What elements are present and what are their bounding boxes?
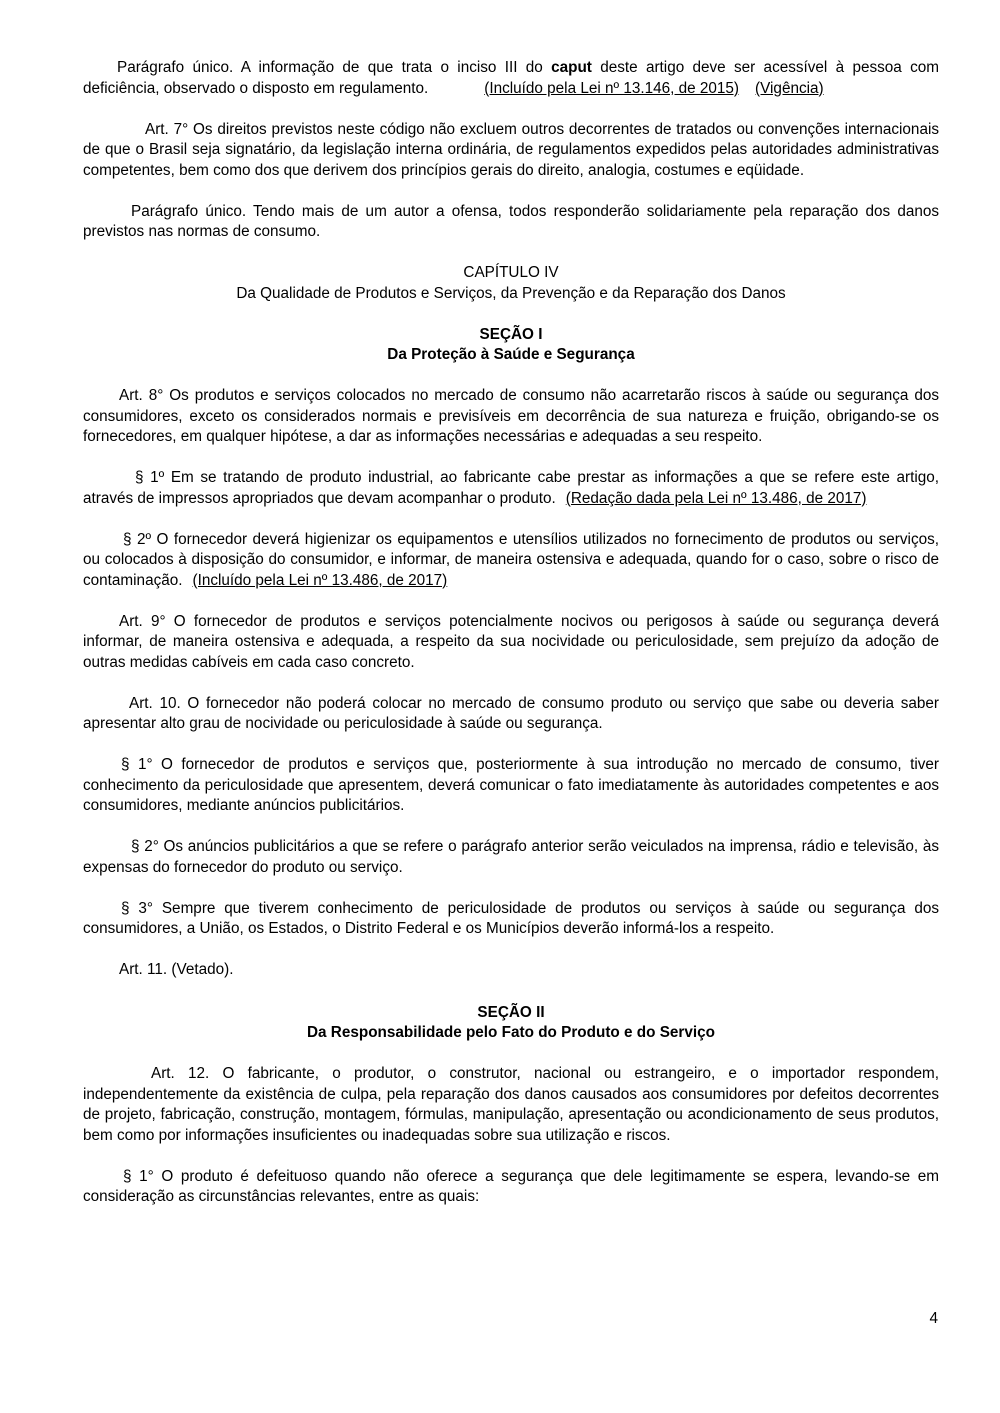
paragraph-text: § 1º Em se tratando de produto industrial, ao fabricante cabe prestar as informações a que se refere este artigo, através de impressos apropriados que devam acompanhar o produto. bbox=[83, 469, 939, 507]
article-12: Art. 12. O fabricante, o produtor, o construtor, nacional ou estrangeiro, e o importador respondem, independentemente da existência de culpa, pela reparação dos danos causados aos consumidores por defeitos decorrentes de projeto, fabricação, construção, montagem, fórmulas, manipulação, apresentação ou acondicionamento de seus produtos, bem como por informações insuficientes ou inadequadas sobre sua utilização e riscos. bbox=[83, 1065, 939, 1144]
article-8-paragraph-2 bbox=[83, 530, 939, 592]
paragraph-text: deste artigo deve ser acessível à pessoa com deficiência, observado o disposto em regulamento. bbox=[83, 59, 939, 97]
article-11: Art. 11. (Vetado). bbox=[119, 961, 234, 978]
page-number: 4 bbox=[929, 1310, 938, 1327]
chapter-subtitle: Da Qualidade de Produtos e Serviços, da Prevenção e da Reparação dos Danos bbox=[236, 284, 786, 302]
article-9: Art. 9° O fornecedor de produtos e serviços potencialmente nocivos ou perigosos à saúde ou segurança deverá informar, de maneira ostensiva e adequada, a respeito da sua nocividade ou periculosidade, sem prejuízo da adoção de outras medidas cabíveis em cada caso concreto. bbox=[83, 612, 939, 671]
caput-term: caput bbox=[551, 59, 592, 76]
vigencia-link[interactable]: (Vigência) bbox=[755, 79, 824, 97]
article-10: Art. 10. O fornecedor não poderá colocar no mercado de consumo produto ou serviço que sabe ou deveria saber apresentar alto grau de nocividade ou periculosidade à saúde ou segurança. bbox=[83, 694, 939, 732]
article-12-paragraph-1: § 1° O produto é defeituoso quando não oferece a segurança que dele legitimamente se espera, levando-se em consideração as circunstâncias relevantes, entre as quais: bbox=[83, 1167, 939, 1205]
law-reference-link[interactable]: (Incluído pela Lei nº 13.486, de 2017) bbox=[192, 571, 448, 589]
paragraph-unico-art7: Parágrafo único. Tendo mais de um autor a ofensa, todos responderão solidariamente pela reparação dos danos previstos nas normas de consumo. bbox=[83, 202, 939, 240]
article-7: Art. 7° Os direitos previstos neste código não excluem outros decorrentes de tratados ou convenções internacionais de que o Brasil seja signatário, da legislação interna ordinária, de regulamentos expedidos pelas autoridades administrativas competentes, bem como dos que derivem dos princípios gerais do direito, analogia, costumes e eqüidade. bbox=[83, 120, 939, 179]
article-10-paragraph-3: § 3° Sempre que tiverem conhecimento de periculosidade de produtos ou serviços à saúde ou segurança dos consumidores, a União, os Estados, o Distrito Federal e os Municípios deverão informá-los a respeito. bbox=[83, 899, 939, 937]
paragraph-text: § 2º O fornecedor deverá higienizar os equipamentos e utensílios utilizados no fornecimento de produtos ou serviços, ou colocados à disposição do consumidor, e informar, de maneira ostensiva e adequada, quando for o caso, sobre o risco de contaminação. bbox=[83, 530, 939, 589]
section-1-subtitle: Da Proteção à Saúde e Segurança bbox=[387, 346, 635, 363]
law-reference-link[interactable]: (Incluído pela Lei nº 13.146, de 2015) bbox=[484, 79, 740, 97]
article-10-paragraph-1: § 1° O fornecedor de produtos e serviços que, posteriormente à sua introdução no mercado de consumo, tiver conhecimento da periculosidade que apresentem, deverá comunicar o fato imediatamente às autoridades competentes e aos consumidores, mediante anúncios publicitários. bbox=[83, 756, 939, 814]
document-body bbox=[83, 58, 939, 1208]
section-2-title: SEÇÃO II bbox=[477, 1003, 545, 1021]
paragraph-text: Parágrafo único. A informação de que trata o inciso III do bbox=[117, 59, 552, 76]
paragraph-unico-art6 bbox=[83, 58, 939, 99]
article-8: Art. 8° Os produtos e serviços colocados no mercado de consumo não acarretarão riscos à saúde ou segurança dos consumidores, exceto os considerados normais e previsíveis em decorrência de sua natureza e fruição, obrigando-se os fornecedores, em qualquer hipótese, a dar as informações necessárias e adequadas a seu respeito. bbox=[83, 387, 939, 445]
law-reference-link[interactable]: (Redação dada pela Lei nº 13.486, de 2017) bbox=[565, 489, 867, 507]
article-8-paragraph-1 bbox=[83, 468, 939, 509]
article-10-paragraph-2: § 2° Os anúncios publicitários a que se refere o parágrafo anterior serão veiculados na imprensa, rádio e televisão, às expensas do fornecedor do produto ou serviço. bbox=[83, 838, 939, 876]
section-1-title: SEÇÃO I bbox=[479, 325, 543, 343]
chapter-title: CAPÍTULO IV bbox=[463, 264, 559, 281]
section-2-subtitle: Da Responsabilidade pelo Fato do Produto e do Serviço bbox=[307, 1024, 715, 1041]
